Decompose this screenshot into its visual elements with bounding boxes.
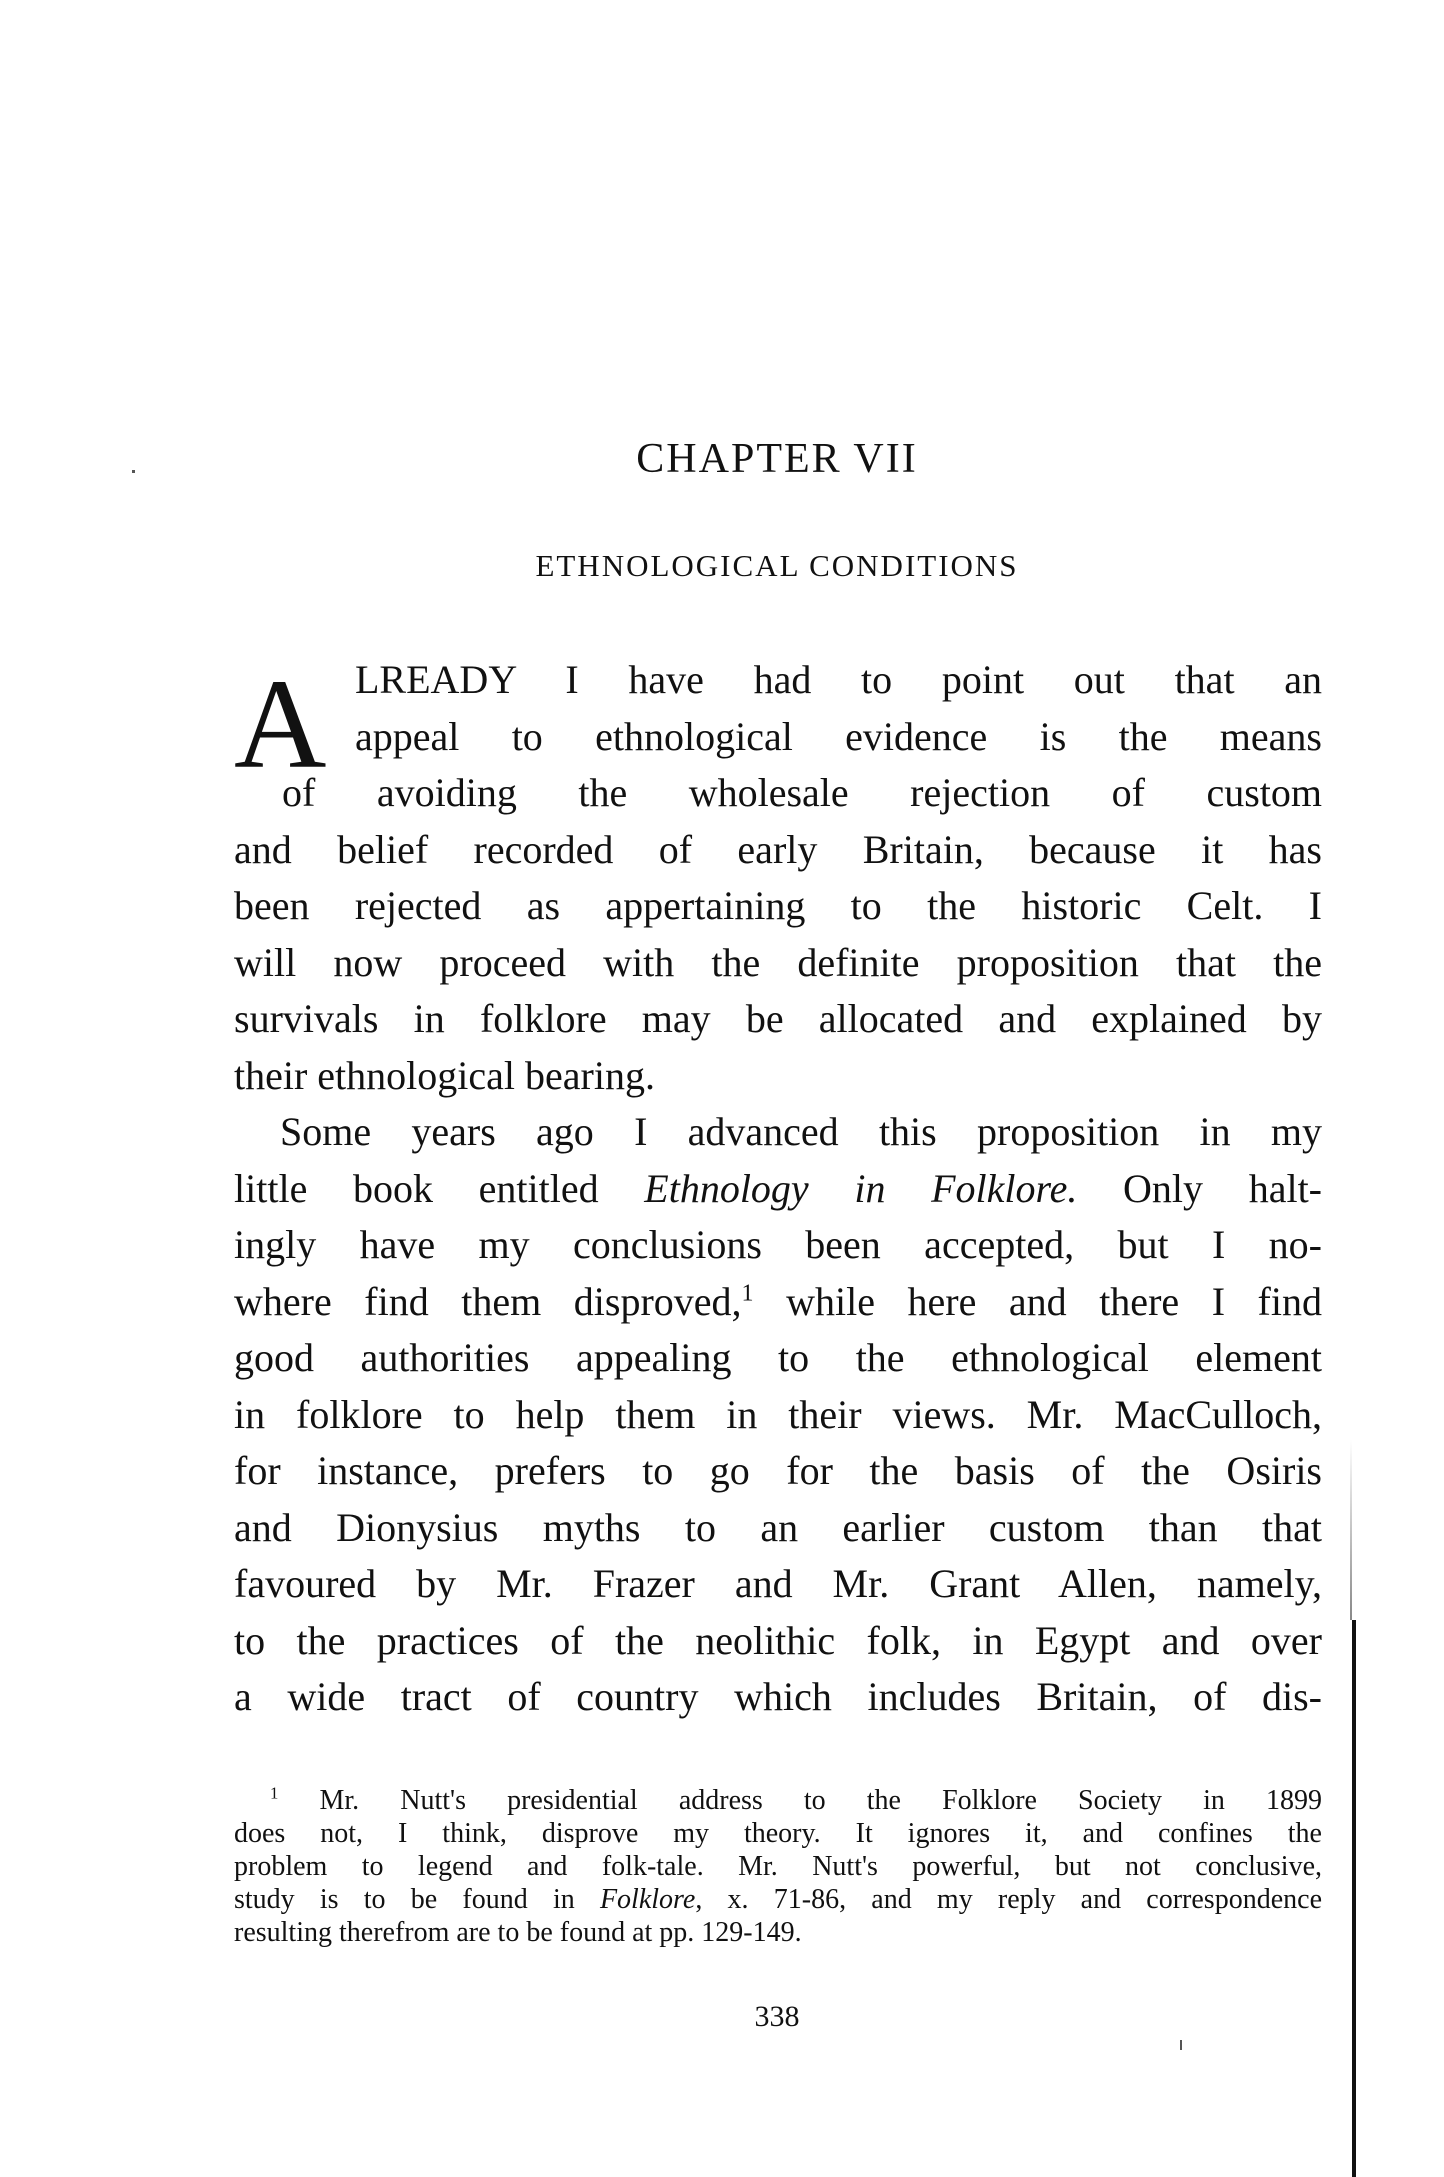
journal-title: Folklore xyxy=(599,1884,696,1915)
text: Only halt- xyxy=(1077,1165,1322,1211)
text-line: their ethnological bearing. xyxy=(234,1052,655,1098)
scan-edge-shadow xyxy=(1350,1440,1352,1620)
scan-speck xyxy=(132,470,135,473)
text-line: and Dionysius myths to an earlier custom than that xyxy=(234,1504,1322,1550)
text: where find them disproved, xyxy=(234,1278,742,1324)
text-line xyxy=(234,1274,1322,1331)
footnote-line xyxy=(234,1784,1322,1817)
text: Mr. Nutt's presidential address to the Folklore Society in 1899 xyxy=(319,1785,1323,1816)
footnote xyxy=(234,1784,1322,1949)
text-line: LREADY I have had to point out that an xyxy=(355,657,1322,702)
chapter-heading: CHAPTER VII xyxy=(636,436,918,482)
text: study is to be found in xyxy=(234,1884,600,1915)
text-line xyxy=(234,1161,1322,1218)
text-line: Some years ago I advanced this proposition in my xyxy=(280,1109,1322,1154)
text-line: appeal to ethnological evidence is the means xyxy=(355,713,1322,759)
book-title: Ethnology in Folklore. xyxy=(644,1165,1078,1211)
footnote-line xyxy=(234,1883,1322,1916)
text-line: a wide tract of country which includes Britain, of dis- xyxy=(234,1674,1322,1719)
scan-edge-line xyxy=(1352,1620,1356,2177)
text: while here and there I find xyxy=(753,1278,1322,1324)
text-line: in folklore to help them in their views. Mr. MacCulloch, xyxy=(234,1391,1322,1437)
text-line: survivals in folklore may be allocated and explained by xyxy=(234,996,1322,1041)
footnote-line: resulting therefrom are to be found at pp. 129-149. xyxy=(234,1917,802,1948)
footnote-marker: 1 xyxy=(270,1783,279,1803)
chapter-subtitle: ETHNOLOGICAL CONDITIONS xyxy=(535,548,1019,583)
drop-cap: A xyxy=(234,653,327,795)
text-line: favoured by Mr. Frazer and Mr. Grant Allen, namely, xyxy=(234,1561,1322,1606)
page-number: 338 xyxy=(754,2000,800,2033)
scan-speck xyxy=(1180,2040,1182,2050)
footnote-ref: 1 xyxy=(741,1280,754,1307)
text-line: good authorities appealing to the ethnological element xyxy=(234,1335,1322,1380)
text-line: to the practices of the neolithic folk, in Egypt and over xyxy=(234,1617,1322,1663)
text: little book entitled xyxy=(234,1165,645,1211)
footnote-line: problem to legend and folk-tale. Mr. Nutt's powerful, but not conclusive, xyxy=(234,1851,1322,1882)
footnote-line: does not, I think, disprove my theory. It ignores it, and confines the xyxy=(234,1818,1322,1849)
text-line: for instance, prefers to go for the basis of the Osiris xyxy=(234,1448,1322,1493)
body-text xyxy=(234,652,1322,1726)
text-line: of avoiding the wholesale rejection of custom xyxy=(282,770,1322,815)
text-line: ingly have my conclusions been accepted, but I no- xyxy=(234,1222,1322,1267)
text-line: and belief recorded of early Britain, because it has xyxy=(234,826,1322,872)
text-line: will now proceed with the definite proposition that the xyxy=(234,939,1322,985)
text-line: been rejected as appertaining to the historic Celt. I xyxy=(234,883,1322,928)
text: , x. 71-86, and my reply and correspondence xyxy=(695,1884,1322,1915)
